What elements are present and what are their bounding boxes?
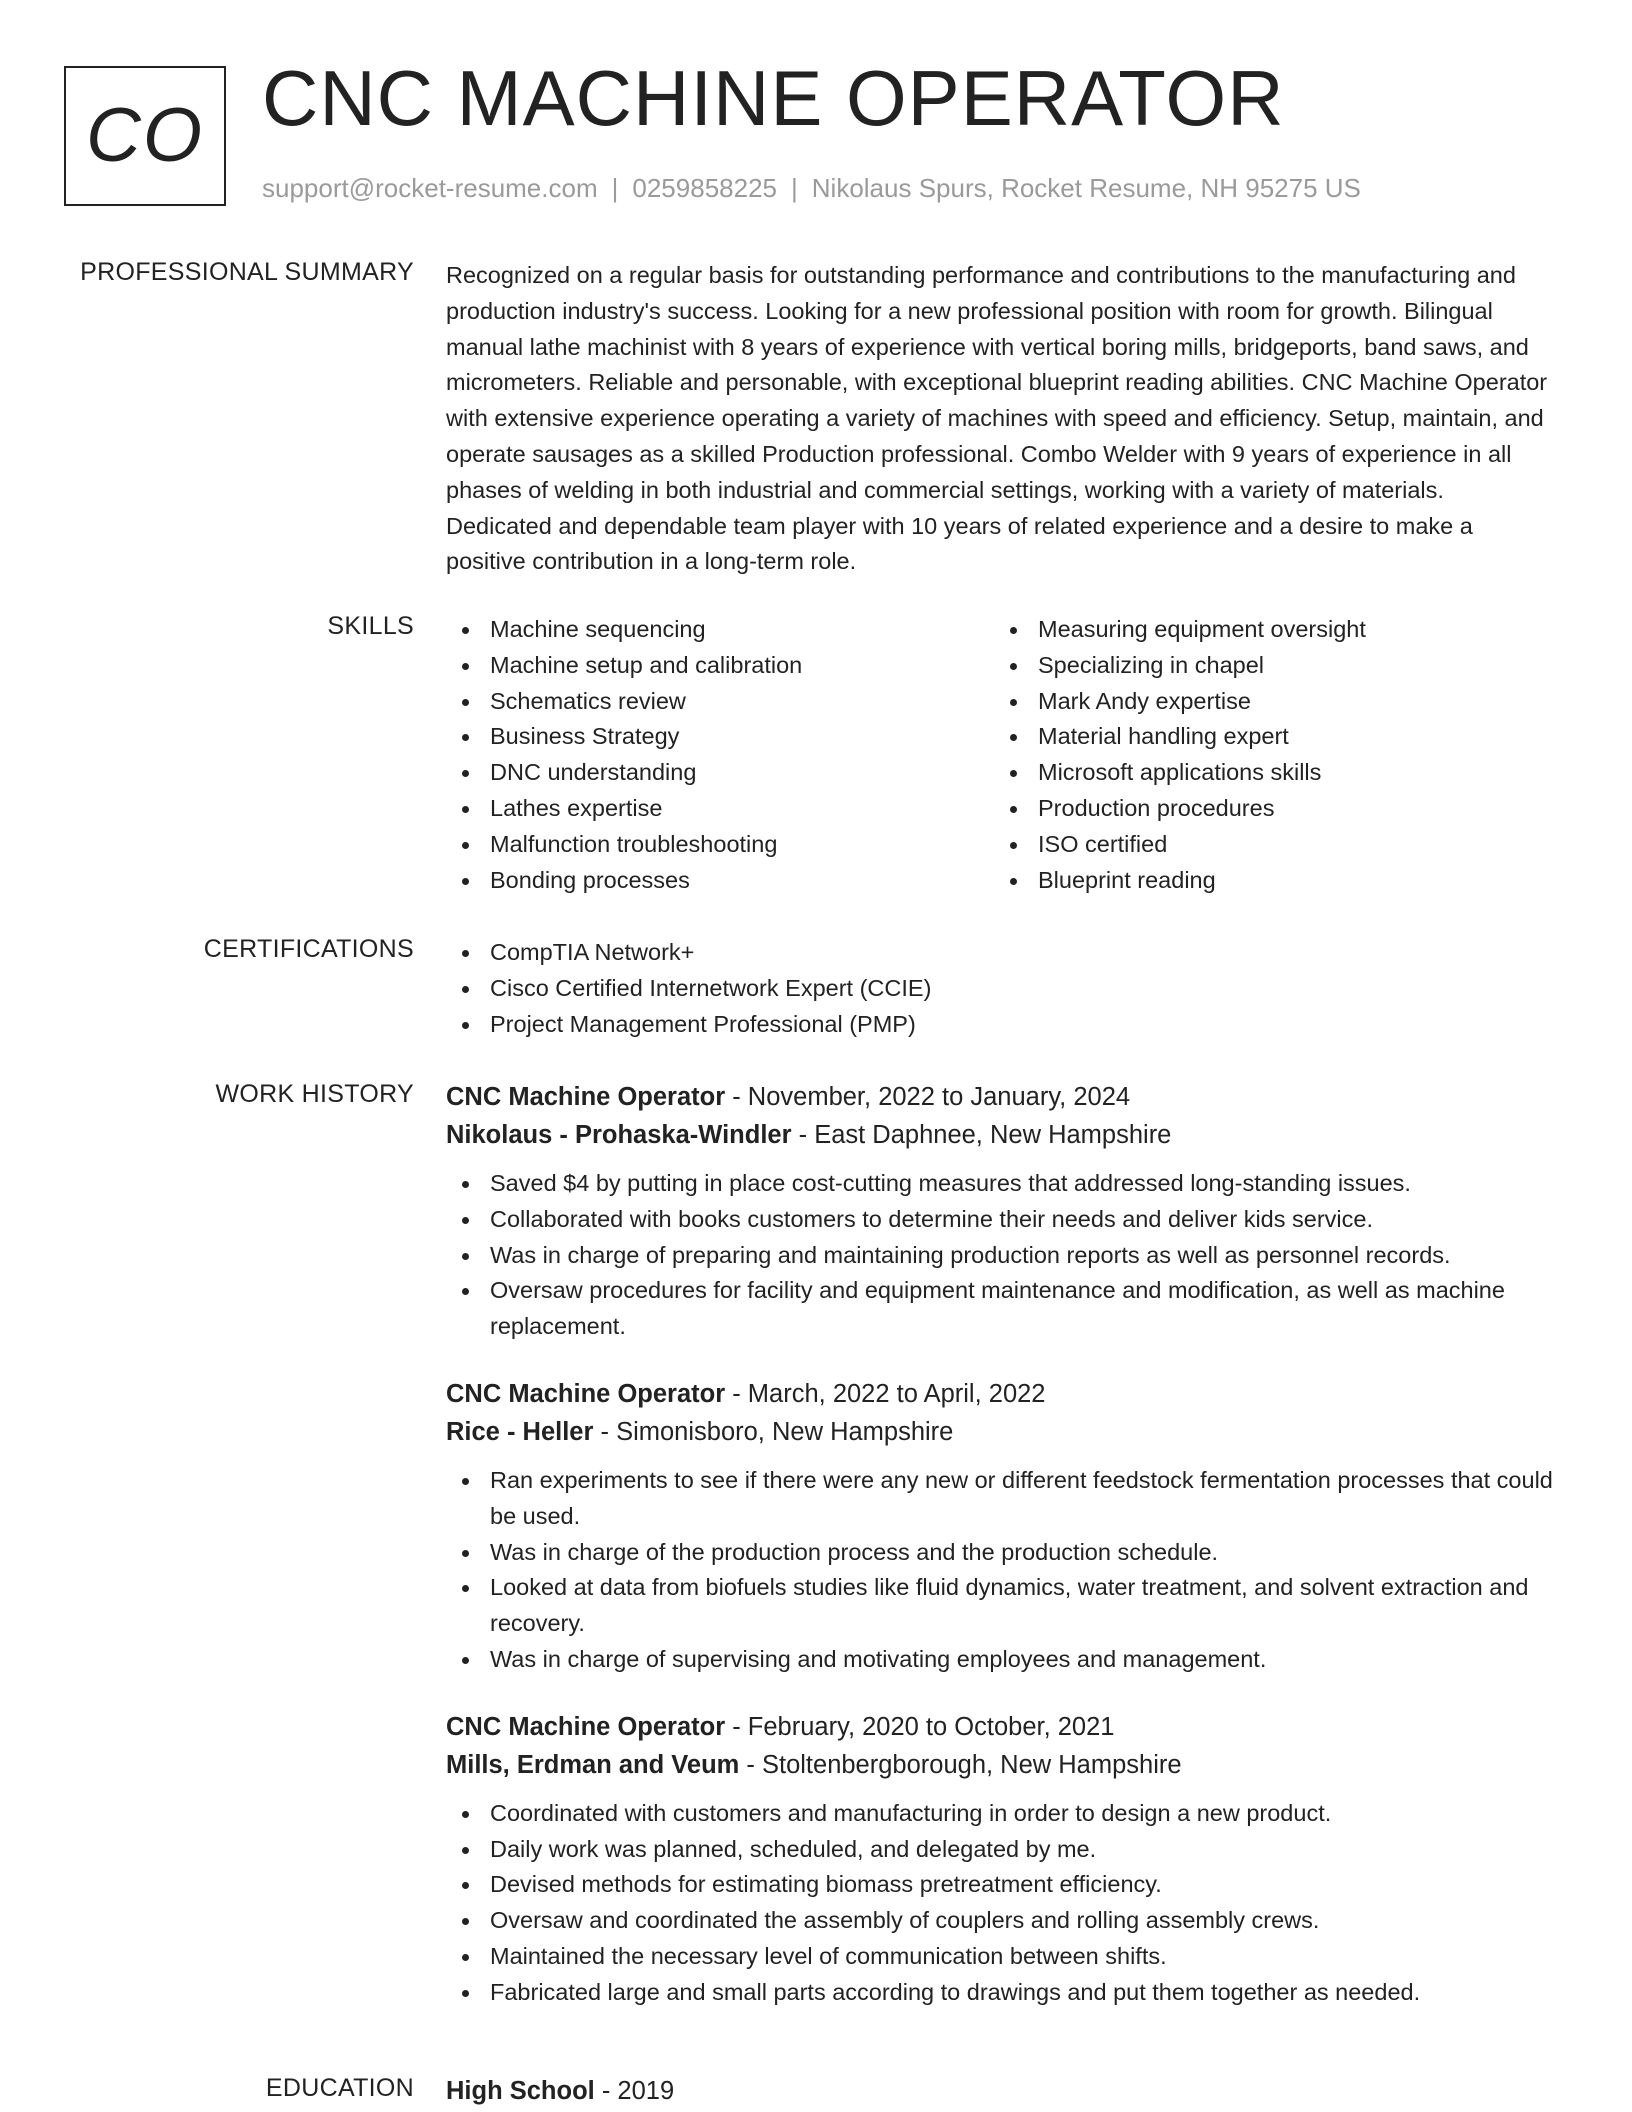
skill-item: Schematics review [446, 684, 994, 720]
job-entry [446, 1078, 1556, 1345]
skill-item: Production procedures [994, 791, 1542, 827]
job-location: - Stoltenbergborough, New Hampshire [739, 1750, 1182, 1779]
job-bullet: Daily work was planned, scheduled, and delegated by me. [446, 1832, 1556, 1868]
job-bullet: Coordinated with customers and manufacturing in order to design a new product. [446, 1796, 1556, 1832]
job-bullets [446, 1796, 1556, 2011]
job-dates: - February, 2020 to October, 2021 [725, 1712, 1115, 1741]
contact-separator: | [791, 173, 798, 203]
skill-item: Material handling expert [994, 719, 1542, 755]
job-dates: - March, 2022 to April, 2022 [725, 1379, 1046, 1408]
job-bullet: Maintained the necessary level of communication between shifts. [446, 1939, 1556, 1975]
monogram-box [64, 66, 226, 206]
skill-item: Machine setup and calibration [446, 648, 994, 684]
job-company-line [446, 1413, 1556, 1451]
skill-item: Machine sequencing [446, 612, 994, 648]
job-bullets [446, 1166, 1556, 1345]
resume-title: CNC MACHINE OPERATOR [262, 54, 1285, 142]
skill-item: Blueprint reading [994, 863, 1542, 899]
job-bullet: Oversaw and coordinated the assembly of couplers and rolling assembly crews. [446, 1903, 1556, 1939]
contact-separator: | [611, 173, 619, 203]
certification-item: Project Management Professional (PMP) [446, 1007, 1556, 1043]
job-company: Nikolaus - Prohaska-Windler [446, 1121, 792, 1149]
contact-phone[interactable]: 0259858225 [632, 173, 777, 203]
education-line [446, 2072, 1556, 2110]
job-bullets [446, 1463, 1556, 1678]
education-heading: EDUCATION [265, 2074, 414, 2102]
job-company-line [446, 1116, 1556, 1154]
skill-item: Business Strategy [446, 719, 994, 755]
skills-column-right [994, 612, 1542, 898]
job-entry [446, 1708, 1556, 2011]
summary-heading: PROFESSIONAL SUMMARY [80, 258, 414, 286]
skills-column-left [446, 612, 994, 898]
skill-item: Specializing in chapel [994, 648, 1542, 684]
contact-address: Nikolaus Spurs, Rocket Resume, NH 95275 US [811, 173, 1361, 203]
skill-item: Microsoft applications skills [994, 755, 1542, 791]
job-title: CNC Machine Operator [446, 1712, 726, 1741]
job-bullet: Oversaw procedures for facility and equipment maintenance and modification, as well as machine replacement. [446, 1273, 1556, 1345]
job-bullet: Fabricated large and small parts according to drawings and put them together as needed. [446, 1975, 1556, 2011]
certifications-list [446, 935, 1556, 1042]
skills-heading: SKILLS [327, 612, 414, 640]
certifications-body [446, 935, 1556, 1042]
skill-item: Measuring equipment oversight [994, 612, 1542, 648]
work-history-body [446, 1078, 1556, 2041]
job-title: CNC Machine Operator [446, 1083, 726, 1111]
job-company: Mills, Erdman and Veum [446, 1750, 740, 1779]
job-company-line [446, 1746, 1556, 1784]
skill-item: ISO certified [994, 827, 1542, 863]
skill-item: Mark Andy expertise [994, 684, 1542, 720]
skill-item: DNC understanding [446, 755, 994, 791]
job-bullet: Was in charge of supervising and motivating employees and management. [446, 1642, 1556, 1678]
contact-email[interactable]: support@rocket-resume.com [262, 173, 598, 203]
summary-body [446, 258, 1556, 580]
education-degree: High School [446, 2077, 595, 2105]
education-year: - 2019 [594, 2077, 675, 2105]
job-dates: - November, 2022 to January, 2024 [725, 1083, 1131, 1111]
job-bullet: Saved $4 by putting in place cost-cutting measures that addressed long-standing issues. [446, 1166, 1556, 1202]
job-title-line [446, 1708, 1556, 1746]
job-title: CNC Machine Operator [446, 1379, 726, 1408]
job-location: - East Daphnee, New Hampshire [791, 1121, 1172, 1149]
certification-item: Cisco Certified Internetwork Expert (CCIE) [446, 971, 1556, 1007]
job-title-line [446, 1375, 1556, 1413]
job-bullet: Ran experiments to see if there were any new or different feedstock fermentation processes that could be used. [446, 1463, 1556, 1535]
summary-text: Recognized on a regular basis for outstanding performance and contributions to the manufacturing and production industry's success. Looking for a new professional position with room for growth. Bilingual manual lathe machinist with 8 years of experience with vertical boring mills, bridgeports, band saws, and micrometers. Reliable and personable, with exceptional blueprint reading abilities. CNC Machine Operator with extensive experience operating a variety of machines with speed and efficiency. Setup, maintain, and operate sausages as a skilled Production professional. Combo Welder with 9 years of experience in all phases of welding in both industrial and commercial settings, working with a variety of materials. Dedicated and dependable team player with 10 years of related experience and a desire to make a positive contribution in a long-term role. [446, 262, 1548, 575]
skills-list-right [994, 612, 1542, 898]
certification-item: CompTIA Network+ [446, 935, 1556, 971]
job-location: - Simonisboro, New Hampshire [593, 1417, 954, 1446]
contact-line [262, 173, 1361, 204]
job-bullet: Collaborated with books customers to determine their needs and deliver kids service. [446, 1202, 1556, 1238]
skill-item: Lathes expertise [446, 791, 994, 827]
skill-item: Bonding processes [446, 863, 994, 899]
education-body [446, 2072, 1556, 2110]
job-company: Rice - Heller [446, 1417, 594, 1446]
skills-list-left [446, 612, 994, 898]
job-bullet: Was in charge of the production process and the production schedule. [446, 1535, 1556, 1571]
job-entry [446, 1375, 1556, 1678]
monogram-initials: CO [86, 93, 204, 178]
job-bullet: Devised methods for estimating biomass pretreatment efficiency. [446, 1867, 1556, 1903]
job-bullet: Was in charge of preparing and maintaining production reports as well as personnel records. [446, 1238, 1556, 1274]
skills-body [446, 612, 1556, 898]
certifications-heading: CERTIFICATIONS [203, 935, 414, 963]
work-history-heading: WORK HISTORY [215, 1080, 414, 1108]
job-bullet: Looked at data from biofuels studies like fluid dynamics, water treatment, and solvent extraction and recovery. [446, 1570, 1556, 1642]
skill-item: Malfunction troubleshooting [446, 827, 994, 863]
job-title-line [446, 1078, 1556, 1116]
